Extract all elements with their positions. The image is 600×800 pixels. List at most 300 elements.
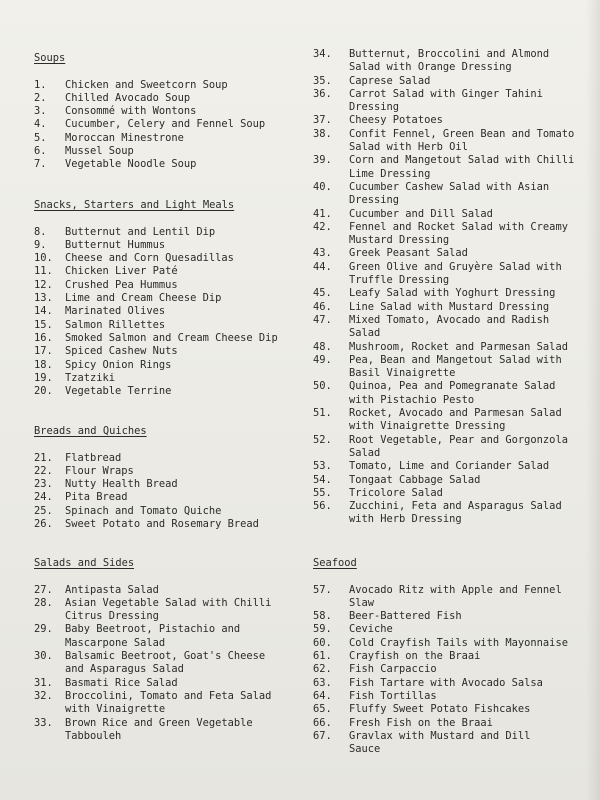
- list-item: [313, 128, 574, 155]
- item-title: [65, 279, 178, 292]
- list-item: [313, 354, 574, 381]
- item-title-line: Line Salad with Mustard Dressing: [349, 300, 550, 313]
- item-number: 56.: [313, 500, 332, 513]
- item-title-line: Butternut and Lentil Dip: [65, 225, 216, 238]
- item-title: [65, 292, 221, 305]
- list-item: [34, 452, 259, 465]
- item-title: [65, 239, 165, 252]
- list-item: [34, 239, 278, 252]
- list-item: [34, 252, 278, 265]
- item-title-line: Zucchini, Feta and Asparagus Salad: [349, 500, 562, 513]
- item-title: [349, 623, 393, 636]
- item-title: [65, 345, 178, 358]
- list-item: [313, 75, 574, 88]
- item-title-line: Asian Vegetable Salad with Chilli: [65, 596, 272, 609]
- item-title: [349, 247, 468, 260]
- item-title-line: Avocado Ritz with Apple and Fennel: [349, 583, 562, 596]
- item-title-line: Chilled Avocado Soup: [65, 91, 191, 104]
- item-title-line: Cheesy Potatoes: [349, 114, 443, 127]
- item-title: [349, 487, 443, 500]
- item-title: [65, 79, 228, 92]
- list-item: [313, 460, 574, 473]
- item-title: [65, 677, 178, 690]
- list-item: [313, 221, 574, 248]
- item-title-line: Brown Rice and Green Vegetable: [65, 716, 253, 729]
- item-number: 2.: [34, 91, 47, 104]
- item-title: [349, 261, 562, 288]
- section-snacks: [34, 199, 278, 398]
- item-title-line: Fluffy Sweet Potato Fishcakes: [349, 703, 531, 716]
- list-item: [34, 92, 265, 105]
- item-title-line: Broccolini, Tomato and Feta Salad: [65, 689, 272, 702]
- item-number: 64.: [313, 689, 332, 702]
- item-title-line: Sauce: [349, 743, 381, 756]
- item-title-line: Mustard Dressing: [349, 234, 450, 247]
- item-title: [65, 105, 196, 118]
- item-number: 14.: [34, 305, 53, 318]
- list-item: [34, 478, 259, 491]
- item-number: 55.: [313, 486, 332, 499]
- item-title-line: with Herb Dressing: [349, 513, 462, 526]
- item-number: 24.: [34, 491, 53, 504]
- list-item: [34, 145, 265, 158]
- list-item: [34, 385, 278, 398]
- list-item: [34, 226, 278, 239]
- item-number: 17.: [34, 345, 53, 358]
- item-title-line: Fennel and Rocket Salad with Creamy: [349, 220, 568, 233]
- item-number: 61.: [313, 650, 332, 663]
- section-heading: Soups: [34, 52, 66, 64]
- item-title-line: Cold Crayfish Tails with Mayonnaise: [349, 636, 568, 649]
- item-title: [349, 663, 437, 676]
- item-title-line: Cheese and Corn Quesadillas: [65, 252, 234, 265]
- list-item: [34, 279, 278, 292]
- list-item: [34, 505, 259, 518]
- section-seafood: [313, 557, 568, 756]
- item-title: [65, 623, 240, 650]
- item-title-line: Beer-Battered Fish: [349, 610, 462, 623]
- item-number: 4.: [34, 118, 47, 131]
- list-item: [34, 292, 278, 305]
- item-number: 62.: [313, 663, 332, 676]
- section-salads: [34, 557, 271, 743]
- list-item: [34, 105, 265, 118]
- item-title: [65, 505, 221, 518]
- item-title: [65, 305, 165, 318]
- item-title: [65, 650, 265, 677]
- item-number: 28.: [34, 596, 53, 609]
- list-item: [313, 380, 574, 407]
- item-title-line: Spicy Onion Rings: [65, 358, 172, 371]
- item-title-line: Fresh Fish on the Braai: [349, 716, 493, 729]
- section-heading: Breads and Quiches: [34, 425, 147, 437]
- item-number: 21.: [34, 451, 53, 464]
- section-heading: Seafood: [313, 557, 357, 569]
- item-title-line: Cucumber Cashew Salad with Asian: [349, 180, 550, 193]
- item-title-line: with Pistachio Pesto: [349, 393, 475, 406]
- item-title: [65, 690, 271, 717]
- item-number: 36.: [313, 87, 332, 100]
- item-title-line: Balsamic Beetroot, Goat's Cheese: [65, 650, 266, 663]
- item-title-line: Cucumber, Celery and Fennel Soup: [65, 118, 266, 131]
- item-title: [65, 584, 159, 597]
- list-item: [313, 247, 574, 260]
- list-item: [313, 730, 568, 757]
- list-item: [34, 305, 278, 318]
- item-title: [349, 287, 555, 300]
- item-number: 60.: [313, 636, 332, 649]
- item-title: [349, 154, 574, 181]
- list-item: [313, 663, 568, 676]
- item-title-line: Tomato, Lime and Coriander Salad: [349, 460, 550, 473]
- item-title-line: Salad: [349, 446, 381, 459]
- item-title: [65, 145, 134, 158]
- list-item: [34, 345, 278, 358]
- item-number: 46.: [313, 300, 332, 313]
- item-title: [65, 332, 278, 345]
- list-item: [34, 597, 271, 624]
- item-title: [65, 252, 234, 265]
- list-item: [313, 407, 574, 434]
- item-title: [349, 434, 568, 461]
- list-item: [313, 287, 574, 300]
- item-title-line: Lime and Cream Cheese Dip: [65, 292, 222, 305]
- item-title: [65, 226, 215, 239]
- item-title-line: Tricolore Salad: [349, 486, 443, 499]
- item-title: [349, 690, 437, 703]
- item-number: 1.: [34, 78, 47, 91]
- item-title: [65, 158, 196, 171]
- item-number: 45.: [313, 287, 332, 300]
- item-title-line: Ceviche: [349, 623, 393, 636]
- item-number: 15.: [34, 318, 53, 331]
- item-title-line: Root Vegetable, Pear and Gorgonzola: [349, 433, 568, 446]
- item-title-line: with Vinaigrette: [65, 703, 166, 716]
- list-item: [313, 181, 574, 208]
- item-title-line: Fish Tortillas: [349, 689, 437, 702]
- item-number: 51.: [313, 407, 332, 420]
- item-title-line: Butternut, Broccolini and Almond: [349, 48, 550, 60]
- item-title-line: Salad with Orange Dressing: [349, 61, 512, 74]
- item-title-line: Gravlax with Mustard and Dill: [349, 729, 531, 742]
- item-title: [349, 75, 430, 88]
- item-number: 34.: [313, 48, 332, 60]
- item-number: 42.: [313, 220, 332, 233]
- item-title-line: Dressing: [349, 194, 400, 207]
- item-number: 66.: [313, 716, 332, 729]
- item-title-line: Cucumber and Dill Salad: [349, 207, 493, 220]
- list-item: [34, 332, 278, 345]
- item-number: 53.: [313, 460, 332, 473]
- list-item: [313, 677, 568, 690]
- item-title-line: Moroccan Minestrone: [65, 131, 184, 144]
- item-title-line: Mussel Soup: [65, 145, 134, 158]
- item-title-line: Pita Bread: [65, 491, 128, 504]
- item-title: [65, 717, 253, 744]
- item-number: 47.: [313, 313, 332, 326]
- item-title-line: Vegetable Noodle Soup: [65, 158, 197, 171]
- list-item: [313, 88, 574, 115]
- item-number: 6.: [34, 145, 47, 158]
- item-title-line: Tzatziki: [65, 371, 116, 384]
- list-item: [34, 79, 265, 92]
- item-title: [349, 114, 443, 127]
- item-title-line: Basmati Rice Salad: [65, 676, 178, 689]
- item-title-line: with Vinaigrette Dressing: [349, 420, 506, 433]
- item-title-line: Pea, Bean and Mangetout Salad with: [349, 353, 562, 366]
- list-item: [313, 301, 574, 314]
- item-title: [65, 132, 184, 145]
- item-title: [349, 474, 480, 487]
- item-title: [65, 491, 128, 504]
- item-title: [65, 265, 178, 278]
- item-title-line: Tabbouleh: [65, 729, 122, 742]
- list-item: [34, 584, 271, 597]
- item-number: 59.: [313, 623, 332, 636]
- item-title: [349, 610, 462, 623]
- item-number: 7.: [34, 158, 47, 171]
- item-number: 44.: [313, 260, 332, 273]
- list-item: [313, 341, 574, 354]
- item-title-line: Spiced Cashew Nuts: [65, 345, 178, 358]
- item-number: 33.: [34, 716, 53, 729]
- item-title: [349, 88, 543, 115]
- list-item: [313, 584, 568, 611]
- list-item: [313, 474, 574, 487]
- list-item: [34, 650, 271, 677]
- list-item: [34, 717, 271, 744]
- list-item: [313, 48, 574, 75]
- item-title: [349, 500, 562, 527]
- list-item: [313, 314, 574, 341]
- item-number: 20.: [34, 385, 53, 398]
- item-number: 35.: [313, 74, 332, 87]
- item-title-line: Smoked Salmon and Cream Cheese Dip: [65, 331, 278, 344]
- item-title-line: Confit Fennel, Green Bean and Tomato: [349, 127, 575, 140]
- item-number: 27.: [34, 583, 53, 596]
- list-item: [34, 118, 265, 131]
- item-title: [349, 354, 562, 381]
- item-title: [349, 221, 568, 248]
- item-title-line: Chicken and Sweetcorn Soup: [65, 78, 228, 91]
- item-title-line: Corn and Mangetout Salad with Chilli: [349, 154, 575, 167]
- item-number: 54.: [313, 473, 332, 486]
- item-number: 37.: [313, 114, 332, 127]
- item-number: 25.: [34, 504, 53, 517]
- list-item: [313, 703, 568, 716]
- item-number: 29.: [34, 623, 53, 636]
- list-item: [313, 717, 568, 730]
- item-title: [65, 478, 178, 491]
- item-title-line: Sweet Potato and Rosemary Bread: [65, 518, 259, 531]
- item-title-line: and Asparagus Salad: [65, 663, 184, 676]
- item-title-line: Fish Tartare with Avocado Salsa: [349, 676, 543, 689]
- item-title-line: Spinach and Tomato Quiche: [65, 504, 222, 517]
- item-number: 57.: [313, 583, 332, 596]
- item-title-line: Citrus Dressing: [65, 610, 159, 623]
- item-number: 43.: [313, 247, 332, 260]
- item-number: 32.: [34, 689, 53, 702]
- item-number: 40.: [313, 180, 332, 193]
- page-edge-shadow: [586, 0, 600, 800]
- item-title: [349, 301, 549, 314]
- list-item: [313, 650, 568, 663]
- item-title: [349, 730, 530, 757]
- list-item: [313, 623, 568, 636]
- item-number: 12.: [34, 278, 53, 291]
- item-title-line: Tongaat Cabbage Salad: [349, 473, 481, 486]
- item-title: [349, 48, 549, 75]
- item-title-line: Butternut Hummus: [65, 238, 166, 251]
- item-title-line: Carrot Salad with Ginger Tahini: [349, 87, 543, 100]
- item-number: 22.: [34, 464, 53, 477]
- list-item: [313, 690, 568, 703]
- item-title-line: Marinated Olives: [65, 305, 166, 318]
- item-title: [349, 208, 493, 221]
- item-title: [349, 341, 568, 354]
- list-item: [313, 637, 568, 650]
- item-title: [65, 359, 171, 372]
- item-title: [349, 717, 493, 730]
- item-title-line: Consommé with Wontons: [65, 105, 197, 118]
- item-title-line: Mushroom, Rocket and Parmesan Salad: [349, 340, 568, 353]
- item-title-line: Antipasta Salad: [65, 583, 159, 596]
- list-item: [34, 518, 259, 531]
- item-number: 10.: [34, 252, 53, 265]
- item-title-line: Vegetable Terrine: [65, 385, 172, 398]
- item-title: [349, 584, 562, 611]
- list-item: [34, 359, 278, 372]
- item-number: 26.: [34, 518, 53, 531]
- item-number: 58.: [313, 610, 332, 623]
- item-number: 49.: [313, 353, 332, 366]
- item-title: [349, 407, 562, 434]
- list-item: [313, 500, 574, 527]
- item-title-line: Truffle Dressing: [349, 274, 450, 287]
- item-title: [65, 118, 265, 131]
- item-title-line: Chicken Liver Paté: [65, 265, 178, 278]
- item-title: [349, 380, 555, 407]
- item-title: [65, 452, 121, 465]
- item-title: [349, 128, 574, 155]
- item-title-line: Flatbread: [65, 451, 122, 464]
- item-title: [65, 518, 259, 531]
- item-number: 38.: [313, 127, 332, 140]
- item-title-line: Mixed Tomato, Avocado and Radish: [349, 313, 550, 326]
- item-title-line: Lime Dressing: [349, 167, 431, 180]
- section-heading: Snacks, Starters and Light Meals: [34, 199, 235, 211]
- item-title-line: Mascarpone Salad: [65, 636, 166, 649]
- item-title-line: Dressing: [349, 101, 400, 114]
- item-number: 39.: [313, 154, 332, 167]
- list-item: [313, 114, 574, 127]
- item-title-line: Basil Vinaigrette: [349, 367, 456, 380]
- item-title: [65, 385, 171, 398]
- item-number: 67.: [313, 729, 332, 742]
- list-item: [313, 610, 568, 623]
- item-title-line: Salad: [349, 327, 381, 340]
- item-number: 23.: [34, 478, 53, 491]
- list-item: [34, 158, 265, 171]
- list-item: [34, 690, 271, 717]
- list-item: [313, 487, 574, 500]
- item-title-line: Slaw: [349, 596, 375, 609]
- item-title-line: Crayfish on the Braai: [349, 650, 481, 663]
- item-title-line: Caprese Salad: [349, 74, 431, 87]
- item-title-line: Flour Wraps: [65, 464, 134, 477]
- item-title: [65, 92, 190, 105]
- item-number: 63.: [313, 676, 332, 689]
- item-title-line: Crushed Pea Hummus: [65, 278, 178, 291]
- item-number: 18.: [34, 358, 53, 371]
- item-title-line: Salad with Herb Oil: [349, 141, 468, 154]
- list-item: [34, 677, 271, 690]
- item-title-line: Leafy Salad with Yoghurt Dressing: [349, 287, 556, 300]
- item-title: [349, 637, 568, 650]
- item-title: [65, 597, 271, 624]
- list-item: [34, 372, 278, 385]
- item-title: [65, 319, 165, 332]
- item-title-line: Fish Carpaccio: [349, 663, 437, 676]
- item-title-line: Greek Peasant Salad: [349, 247, 468, 260]
- item-number: 31.: [34, 676, 53, 689]
- item-title-line: Green Olive and Gruyère Salad with: [349, 260, 562, 273]
- item-number: 19.: [34, 371, 53, 384]
- list-item: [34, 265, 278, 278]
- section-heading: Salads and Sides: [34, 557, 135, 569]
- item-title: [349, 181, 549, 208]
- list-item: [34, 465, 259, 478]
- item-title: [349, 650, 480, 663]
- list-item: [313, 208, 574, 221]
- item-title: [349, 460, 549, 473]
- item-number: 8.: [34, 225, 47, 238]
- item-number: 65.: [313, 703, 332, 716]
- item-number: 13.: [34, 292, 53, 305]
- item-number: 48.: [313, 340, 332, 353]
- section-salads-continued: [313, 48, 574, 527]
- item-number: 5.: [34, 131, 47, 144]
- item-title: [65, 372, 115, 385]
- item-title-line: Salmon Rillettes: [65, 318, 166, 331]
- section-soups: [34, 52, 265, 172]
- item-number: 16.: [34, 331, 53, 344]
- list-item: [313, 154, 574, 181]
- item-number: 41.: [313, 207, 332, 220]
- item-number: 11.: [34, 265, 53, 278]
- item-title-line: Baby Beetroot, Pistachio and: [65, 623, 241, 636]
- item-title: [65, 465, 134, 478]
- item-number: 50.: [313, 380, 332, 393]
- section-breads: [34, 425, 259, 531]
- list-item: [34, 319, 278, 332]
- item-number: 9.: [34, 238, 47, 251]
- list-item: [34, 623, 271, 650]
- item-title-line: Rocket, Avocado and Parmesan Salad: [349, 407, 562, 420]
- item-number: 52.: [313, 433, 332, 446]
- item-number: 3.: [34, 105, 47, 118]
- list-item: [34, 491, 259, 504]
- item-number: 30.: [34, 650, 53, 663]
- item-title: [349, 314, 549, 341]
- item-title-line: Quinoa, Pea and Pomegranate Salad: [349, 380, 556, 393]
- list-item: [313, 261, 574, 288]
- item-title: [349, 703, 530, 716]
- list-item: [34, 132, 265, 145]
- item-title: [349, 677, 543, 690]
- list-item: [313, 434, 574, 461]
- item-title-line: Nutty Health Bread: [65, 478, 178, 491]
